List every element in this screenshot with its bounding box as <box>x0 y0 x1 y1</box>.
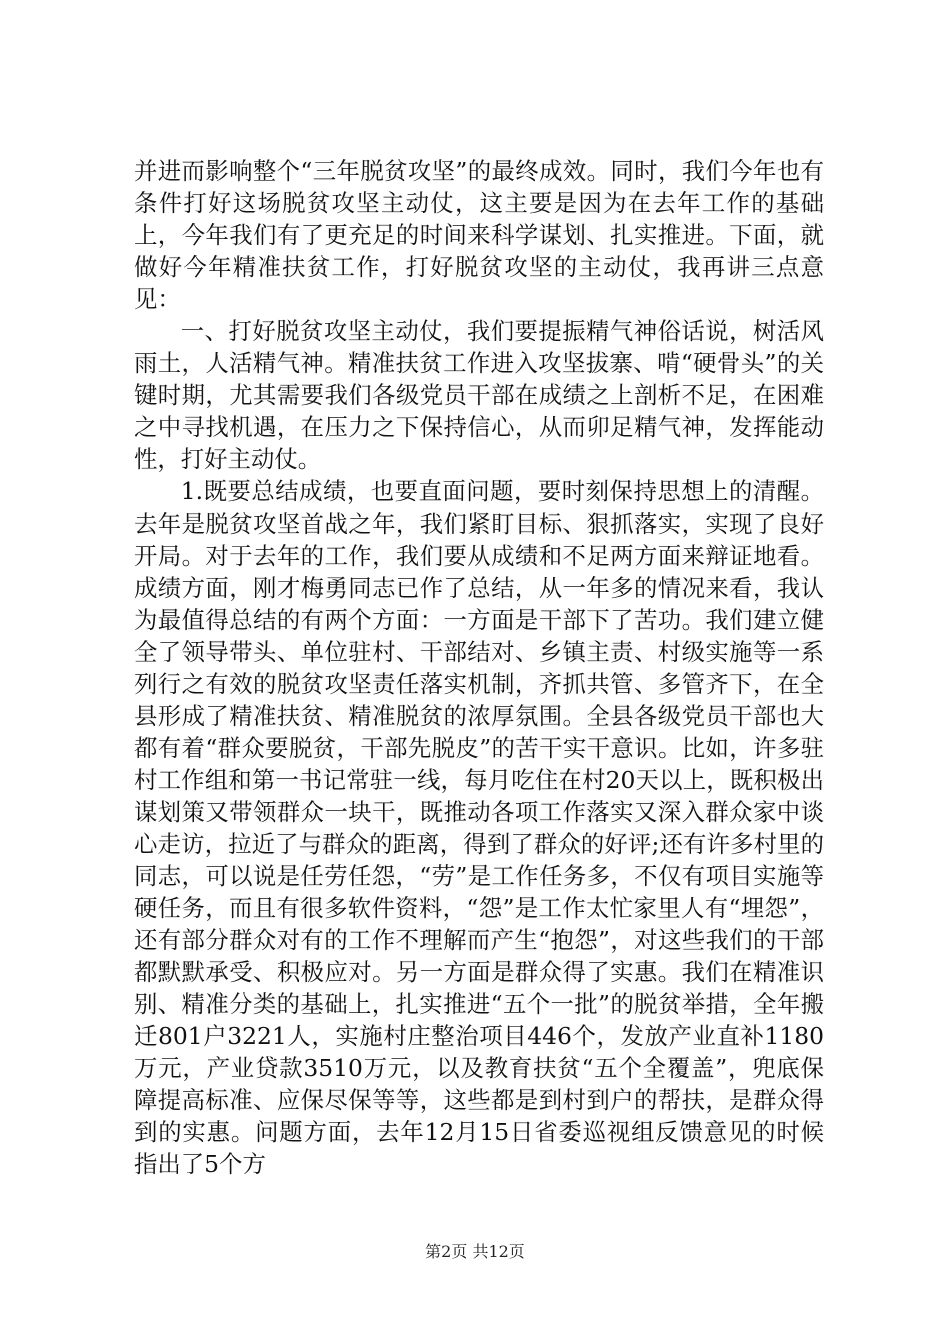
paragraph-section-one: 一、打好脱贫攻坚主动仗，我们要提振精气神俗话说，树活风雨土，人活精气神。精准扶贫工作进入攻坚拔寨、啃“硬骨头”的关键时期，尤其需要我们各级党员干部在成绩之上剖析不足，在困难之中寻找机遇，在压力之下保持信心，从而卯足精气神，发挥能动性，打好主动仗。 <box>134 317 824 474</box>
page-number: 第2页 共12页 <box>425 1242 525 1261</box>
paragraph-continuation: 并进而影响整个“三年脱贫攻坚”的最终成效。同时，我们今年也有条件打好这场脱贫攻坚主动仗，这主要是因为在去年工作的基础上，今年我们有了更充足的时间来科学谋划、扎实推进。下面，就做好今年精准扶贫工作，打好脱贫攻坚的主动仗，我再讲三点意见： <box>134 157 824 314</box>
body-text <box>134 155 824 1181</box>
paragraph-point-one: 1.既要总结成绩，也要直面问题，要时刻保持思想上的清醒。去年是脱贫攻坚首战之年，我们紧盯目标、狠抓落实，实现了良好开局。对于去年的工作，我们要从成绩和不足两方面来辩证地看。成绩方面，刚才梅勇同志已作了总结，从一年多的情况来看，我认为最值得总结的有两个方面：一方面是干部下了苦功。我们建立健全了领导带头、单位驻村、干部结对、乡镇主责、村级实施等一系列行之有效的脱贫攻坚责任落实机制，齐抓共管、多管齐下，在全县形成了精准扶贫、精准脱贫的浓厚氛围。全县各级党员干部也大都有着“群众要脱贫，干部先脱皮”的苦干实干意识。比如，许多驻村工作组和第一书记常驻一线，每月吃住在村20天以上，既积极出谋划策又带领群众一块干，既推动各项工作落实又深入群众家中谈心走访，拉近了与群众的距离，得到了群众的好评;还有许多村里的同志，可以说是任劳任怨，“劳”是工作任务多，不仅有项目实施等硬任务，而且有很多软件资料，“怨”是工作太忙家里人有“埋怨”，还有部分群众对有的工作不理解而产生“抱怨”，对这些我们的干部都默默承受、积极应对。另一方面是群众得了实惠。我们在精准识别、精准分类的基础上，扎实推进“五个一批”的脱贫举措，全年搬迁801户3221人，实施村庄整治项目446个，发放产业直补1180万元，产业贷款3510万元，以及教育扶贫“五个全覆盖”，兜底保障提高标准、应保尽保等等，这些都是到村到户的帮扶，是群众得到的实惠。问题方面，去年12月15日省委巡视组反馈意见的时候指出了5个方 <box>134 477 824 1179</box>
page-footer <box>0 1239 950 1262</box>
